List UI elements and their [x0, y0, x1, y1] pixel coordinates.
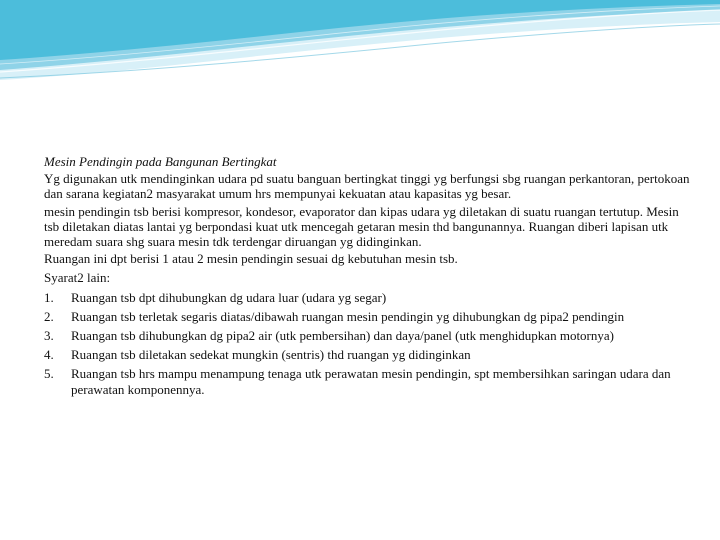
requirements-heading: Syarat2 lain:	[44, 270, 111, 286]
list-item	[44, 309, 694, 324]
wave-graphic	[0, 0, 720, 90]
list-item-text: Ruangan tsb hrs mampu menampung tenaga utk perawatan mesin pendingin, spt membersihkan saringan udara dan perawatan komponennya.	[71, 366, 671, 397]
decorative-wave-header	[0, 0, 720, 90]
paragraph-machine-room: mesin pendingin tsb berisi kompresor, kondesor, evaporator dan kipas udara yg diletakan di suatu ruangan tertutup. Mesin tsb diletakan diatas lantai yg berpondasi kuat utk mencegah getaran mesin thd bangunannya. Ruangan diberi lapisan utk meredam suara shg suara mesin tdk terdengar diruangan yg didinginkan.	[44, 203, 679, 250]
list-item-number: 1.	[44, 289, 54, 305]
list-item-text: Ruangan tsb diletakan sedekat mungkin (sentris) thd ruangan yg didinginkan	[71, 347, 471, 363]
paragraph-intro: Yg digunakan utk mendinginkan udara pd suatu banguan bertingkat tinggi yg berfungsi sbg ruangan perkantoran, pertokoan dan sarana kegiatan2 masyarakat umum hrs mempunyai kekuatan atau kapasitas yg besar.	[44, 171, 690, 202]
list-item	[44, 366, 694, 396]
list-item	[44, 290, 694, 305]
list-item-text: Ruangan tsb dpt dihubungkan dg udara luar (udara yg segar)	[71, 289, 387, 305]
list-item-number: 3.	[44, 328, 54, 344]
document-body	[44, 154, 694, 401]
list-item-text: Ruangan tsb terletak segaris diatas/dibawah ruangan mesin pendingin yg dihubungkan dg pipa2 pendingin	[71, 308, 625, 324]
requirements-list	[44, 290, 694, 397]
list-item-number: 5.	[44, 366, 54, 382]
list-item	[44, 328, 694, 343]
list-item-number: 2.	[44, 308, 54, 324]
paragraph-capacity: Ruangan ini dpt berisi 1 atau 2 mesin pendingin sesuai dg kebutuhan mesin tsb.	[44, 251, 458, 267]
document-title: Mesin Pendingin pada Bangunan Bertingkat	[44, 154, 277, 169]
list-item-text: Ruangan tsb dihubungkan dg pipa2 air (utk pembersihan) dan daya/panel (utk menghidupkan motornya)	[71, 328, 614, 344]
list-item-number: 4.	[44, 347, 54, 363]
list-item	[44, 347, 694, 362]
